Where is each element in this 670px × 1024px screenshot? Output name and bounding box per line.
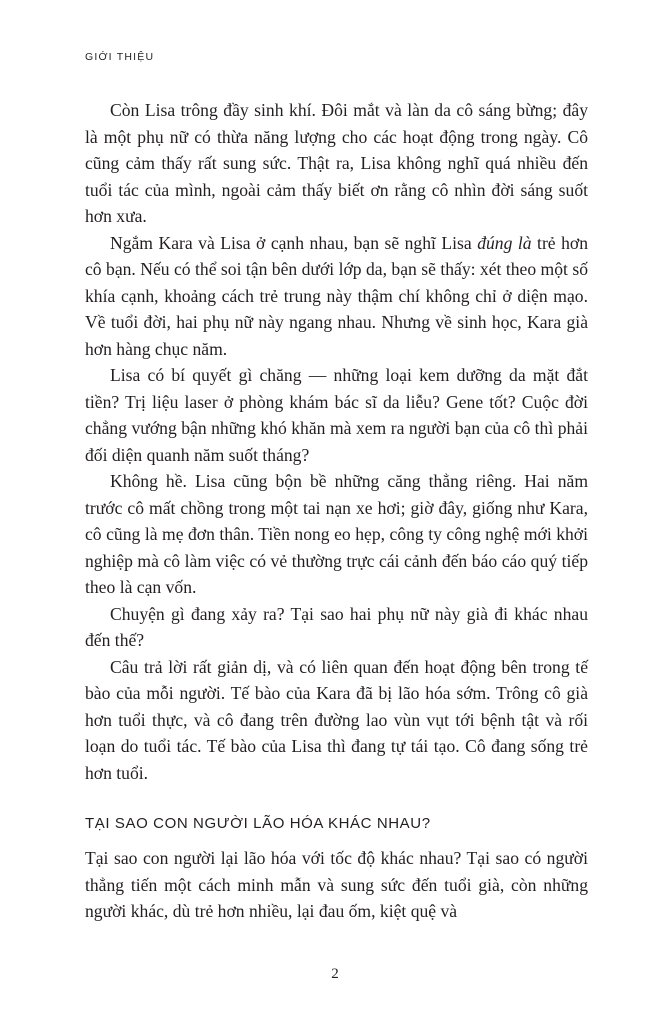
paragraph-2-emphasis: đúng là: [477, 232, 532, 253]
paragraph-2-before: Ngắm Kara và Lisa ở cạnh nhau, bạn sẽ nghĩ Lisa: [110, 232, 478, 253]
paragraph-6: Câu trả lời rất giản dị, và có liên quan đến hoạt động bên trong tế bào của mỗi người. Tế bào của Kara đã bị lão hóa sớm. Trông cô già hơn tuổi thực, và cô đang trên đường lao vùn vụt tới bệnh tật và rối loạn do tuổi tác. Tế bào của Lisa thì đang tự tái tạo. Cô đang sống trẻ hơn tuổi.: [85, 656, 588, 783]
paragraph-4: Không hề. Lisa cũng bộn bề những căng thẳng riêng. Hai năm trước cô mất chồng trong một tai nạn xe hơi; giờ đây, giống như Kara, cô cũng là mẹ đơn thân. Tiền nong eo hẹp, công ty công nghệ mới khởi nghiệp mà cô làm việc có vẻ thường trực cái cảnh đến báo cáo quý tiếp theo là cạn vốn.: [85, 471, 588, 597]
section-paragraph: Tại sao con người lại lão hóa với tốc độ khác nhau? Tại sao có người thẳng tiến một cách minh mẫn và sung sức đến tuổi già, còn những người khác, dù trẻ hơn nhiều, lại đau ốm, kiệt quệ và: [85, 848, 588, 921]
paragraph-2: [85, 230, 588, 363]
body-text: [85, 97, 588, 786]
paragraph-1: Còn Lisa trông đầy sinh khí. Đôi mắt và làn da cô sáng bừng; đây là một phụ nữ có thừa năng lượng cho các hoạt động trong ngày. Cô cũng cảm thấy rất sung sức. Thật ra, Lisa không nghĩ quá nhiều đến tuổi tác của mình, ngoài cảm thấy biết ơn rằng cô nhìn đời sáng suốt hơn xưa.: [85, 100, 588, 226]
running-header: GIỚI THIỆU: [85, 51, 155, 63]
paragraph-2-after: trẻ hơn cô bạn. Nếu có thể soi tận bên dưới lớp da, bạn sẽ thấy: xét theo một số khía cạnh, khoảng cách trẻ trung này thậm chí không chỉ ở diện mạo. Về tuổi đời, hai phụ nữ này ngang nhau. Nhưng về sinh học, Kara già hơn hàng chục năm.: [85, 232, 588, 359]
section-heading: TẠI SAO CON NGƯỜI LÃO HÓA KHÁC NHAU?: [85, 815, 431, 832]
paragraph-5: Chuyện gì đang xảy ra? Tại sao hai phụ nữ này già đi khác nhau đến thế?: [85, 603, 588, 650]
paragraph-3: Lisa có bí quyết gì chăng — những loại kem dưỡng da mặt đắt tiền? Trị liệu laser ở phòng khám bác sĩ da liễu? Gene tốt? Cuộc đời chẳng vướng bận những khó khăn mà xem ra người bạn của cô thì phải đối diện quanh năm suốt tháng?: [85, 365, 588, 465]
section-body: [85, 845, 588, 925]
page-number: 2: [331, 966, 339, 982]
